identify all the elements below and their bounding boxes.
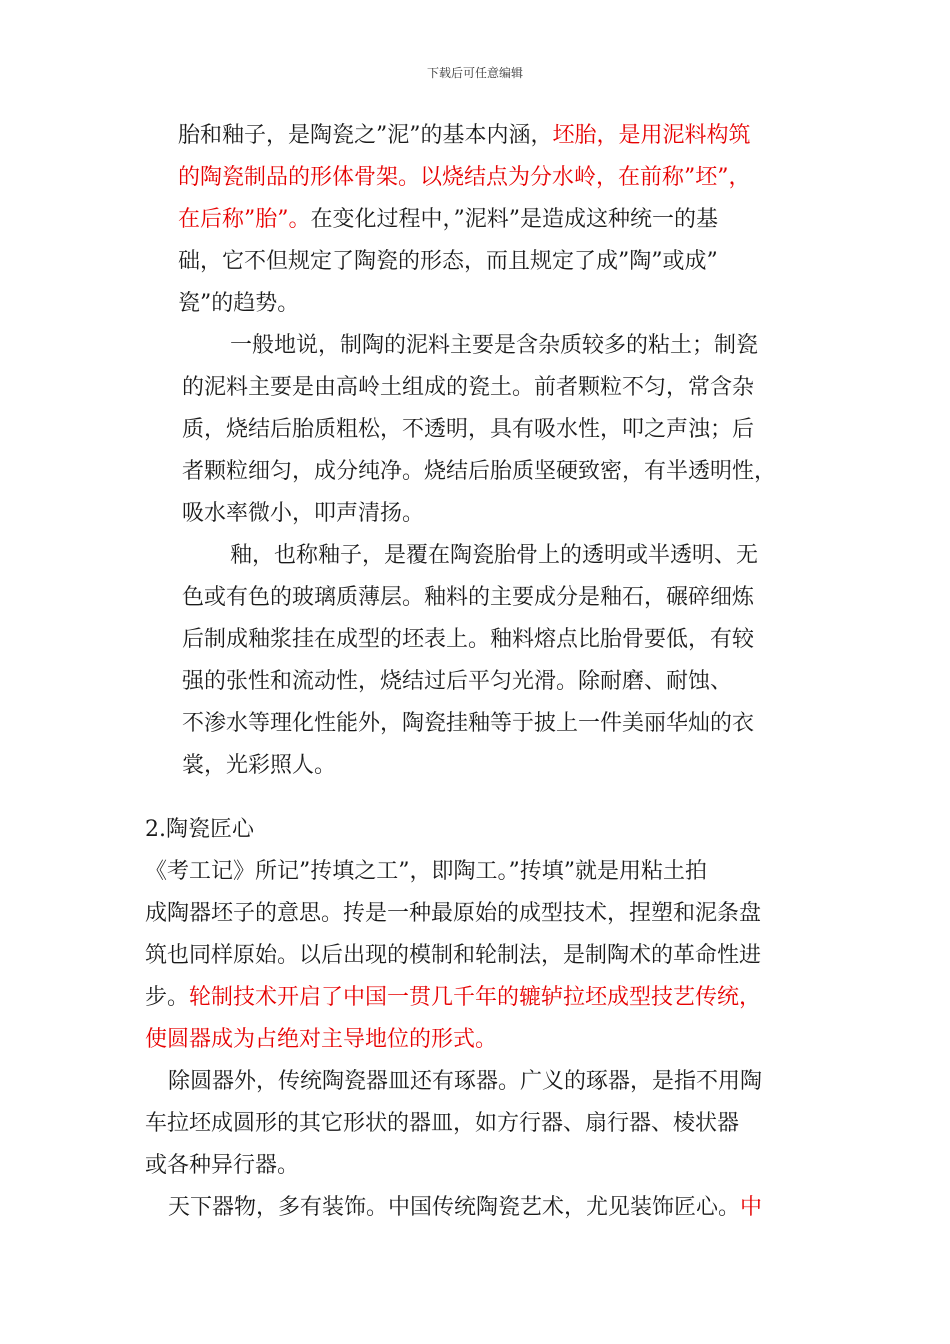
- text-span: 强的张性和流动性，烧结过后平匀光滑。除耐磨、耐蚀、: [182, 669, 733, 694]
- highlighted-text: 使圆器成为占绝对主导地位的形式。: [145, 1027, 498, 1052]
- text-span: 车拉坯成圆形的其它形状的器皿，如方行器、扇行器、棱状器: [145, 1111, 740, 1136]
- text-span: 或各种异行器。: [145, 1153, 300, 1178]
- text-span: 础，它不但规定了陶瓷的形态，而且规定了成”陶”或成”: [178, 249, 718, 274]
- text-span: 一般地说，制陶的泥料主要是含杂质较多的粘土；制瓷: [230, 333, 759, 358]
- text-line: [145, 899, 761, 929]
- text-line: [178, 289, 299, 319]
- text-line: [145, 1109, 739, 1139]
- text-line: [182, 583, 754, 613]
- text-line: [145, 1025, 497, 1055]
- text-line: [178, 121, 751, 151]
- text-span: 天下器物，多有装饰。中国传统陶瓷艺术，尤见装饰匠心。: [168, 1195, 741, 1220]
- highlighted-text: 的陶瓷制品的形体骨架。以烧结点为分水岭，在前称”坯”，: [178, 165, 751, 190]
- text-line: [230, 331, 758, 361]
- text-line: [182, 667, 732, 697]
- text-line: [182, 751, 336, 781]
- text-line: [145, 815, 254, 845]
- text-line: [182, 499, 424, 529]
- text-span: 釉，也称釉子，是覆在陶瓷胎骨上的透明或半透明、无: [230, 543, 759, 568]
- text-line: [182, 457, 776, 487]
- text-span: 色或有色的玻璃质薄层。釉料的主要成分是釉石，碾碎细炼: [182, 585, 755, 610]
- text-span: 质，烧结后胎质粗松，不透明，具有吸水性，叩之声浊；后: [182, 417, 755, 442]
- text-line: [182, 625, 754, 655]
- text-span: 筑也同样原始。以后出现的模制和轮制法，是制陶术的革命性进: [145, 943, 762, 968]
- text-line: [182, 415, 754, 445]
- text-span: 在变化过程中，”泥料”是造成这种统一的基: [310, 207, 718, 232]
- text-line: [145, 857, 707, 887]
- text-span: 步。: [145, 985, 190, 1010]
- text-span: 成陶器坯子的意思。抟是一种最原始的成型技术，捏塑和泥条盘: [145, 901, 762, 926]
- highlighted-text: 中: [740, 1195, 763, 1220]
- highlighted-text: 轮制技术开启了中国一贯几千年的辘轳拉坯成型技艺传统，: [189, 985, 762, 1010]
- text-line: [168, 1067, 762, 1097]
- text-line: [230, 541, 758, 571]
- text-line: [168, 1193, 762, 1223]
- text-span: 2.陶瓷匠心: [145, 817, 254, 842]
- text-line: [178, 163, 751, 193]
- page-header: 下载后可任意编辑: [426, 66, 523, 80]
- text-span: 胎和釉子，是陶瓷之”泥”的基本内涵，: [178, 123, 553, 148]
- text-span: 的泥料主要是由高岭土组成的瓷土。前者颗粒不匀，常含杂: [182, 375, 755, 400]
- text-span: 后制成釉浆挂在成型的坯表上。釉料熔点比胎骨要低，有较: [182, 627, 755, 652]
- highlighted-text: 在后称”胎”。: [178, 207, 311, 232]
- text-line: [145, 1151, 299, 1181]
- text-span: 不渗水等理化性能外，陶瓷挂釉等于披上一件美丽华灿的衣: [182, 711, 755, 736]
- text-line: [178, 247, 718, 277]
- text-span: 裳，光彩照人。: [182, 753, 337, 778]
- text-line: [182, 373, 754, 403]
- text-line: [145, 941, 761, 971]
- text-span: 除圆器外，传统陶瓷器皿还有琢器。广义的琢器，是指不用陶: [168, 1069, 763, 1094]
- text-line: [145, 983, 761, 1013]
- text-span: 者颗粒细匀，成分纯净。烧结后胎质坚硬致密，有半透明性，: [182, 459, 777, 484]
- text-span: 吸水率微小，叩声清扬。: [182, 501, 425, 526]
- text-line: [178, 205, 718, 235]
- text-span: 瓷”的趋势。: [178, 291, 300, 316]
- text-span: 《考工记》所记”抟填之工”，即陶工。”抟填”就是用粘土拍: [145, 859, 707, 884]
- text-line: [182, 709, 754, 739]
- highlighted-text: 坯胎，是用泥料构筑: [552, 123, 751, 148]
